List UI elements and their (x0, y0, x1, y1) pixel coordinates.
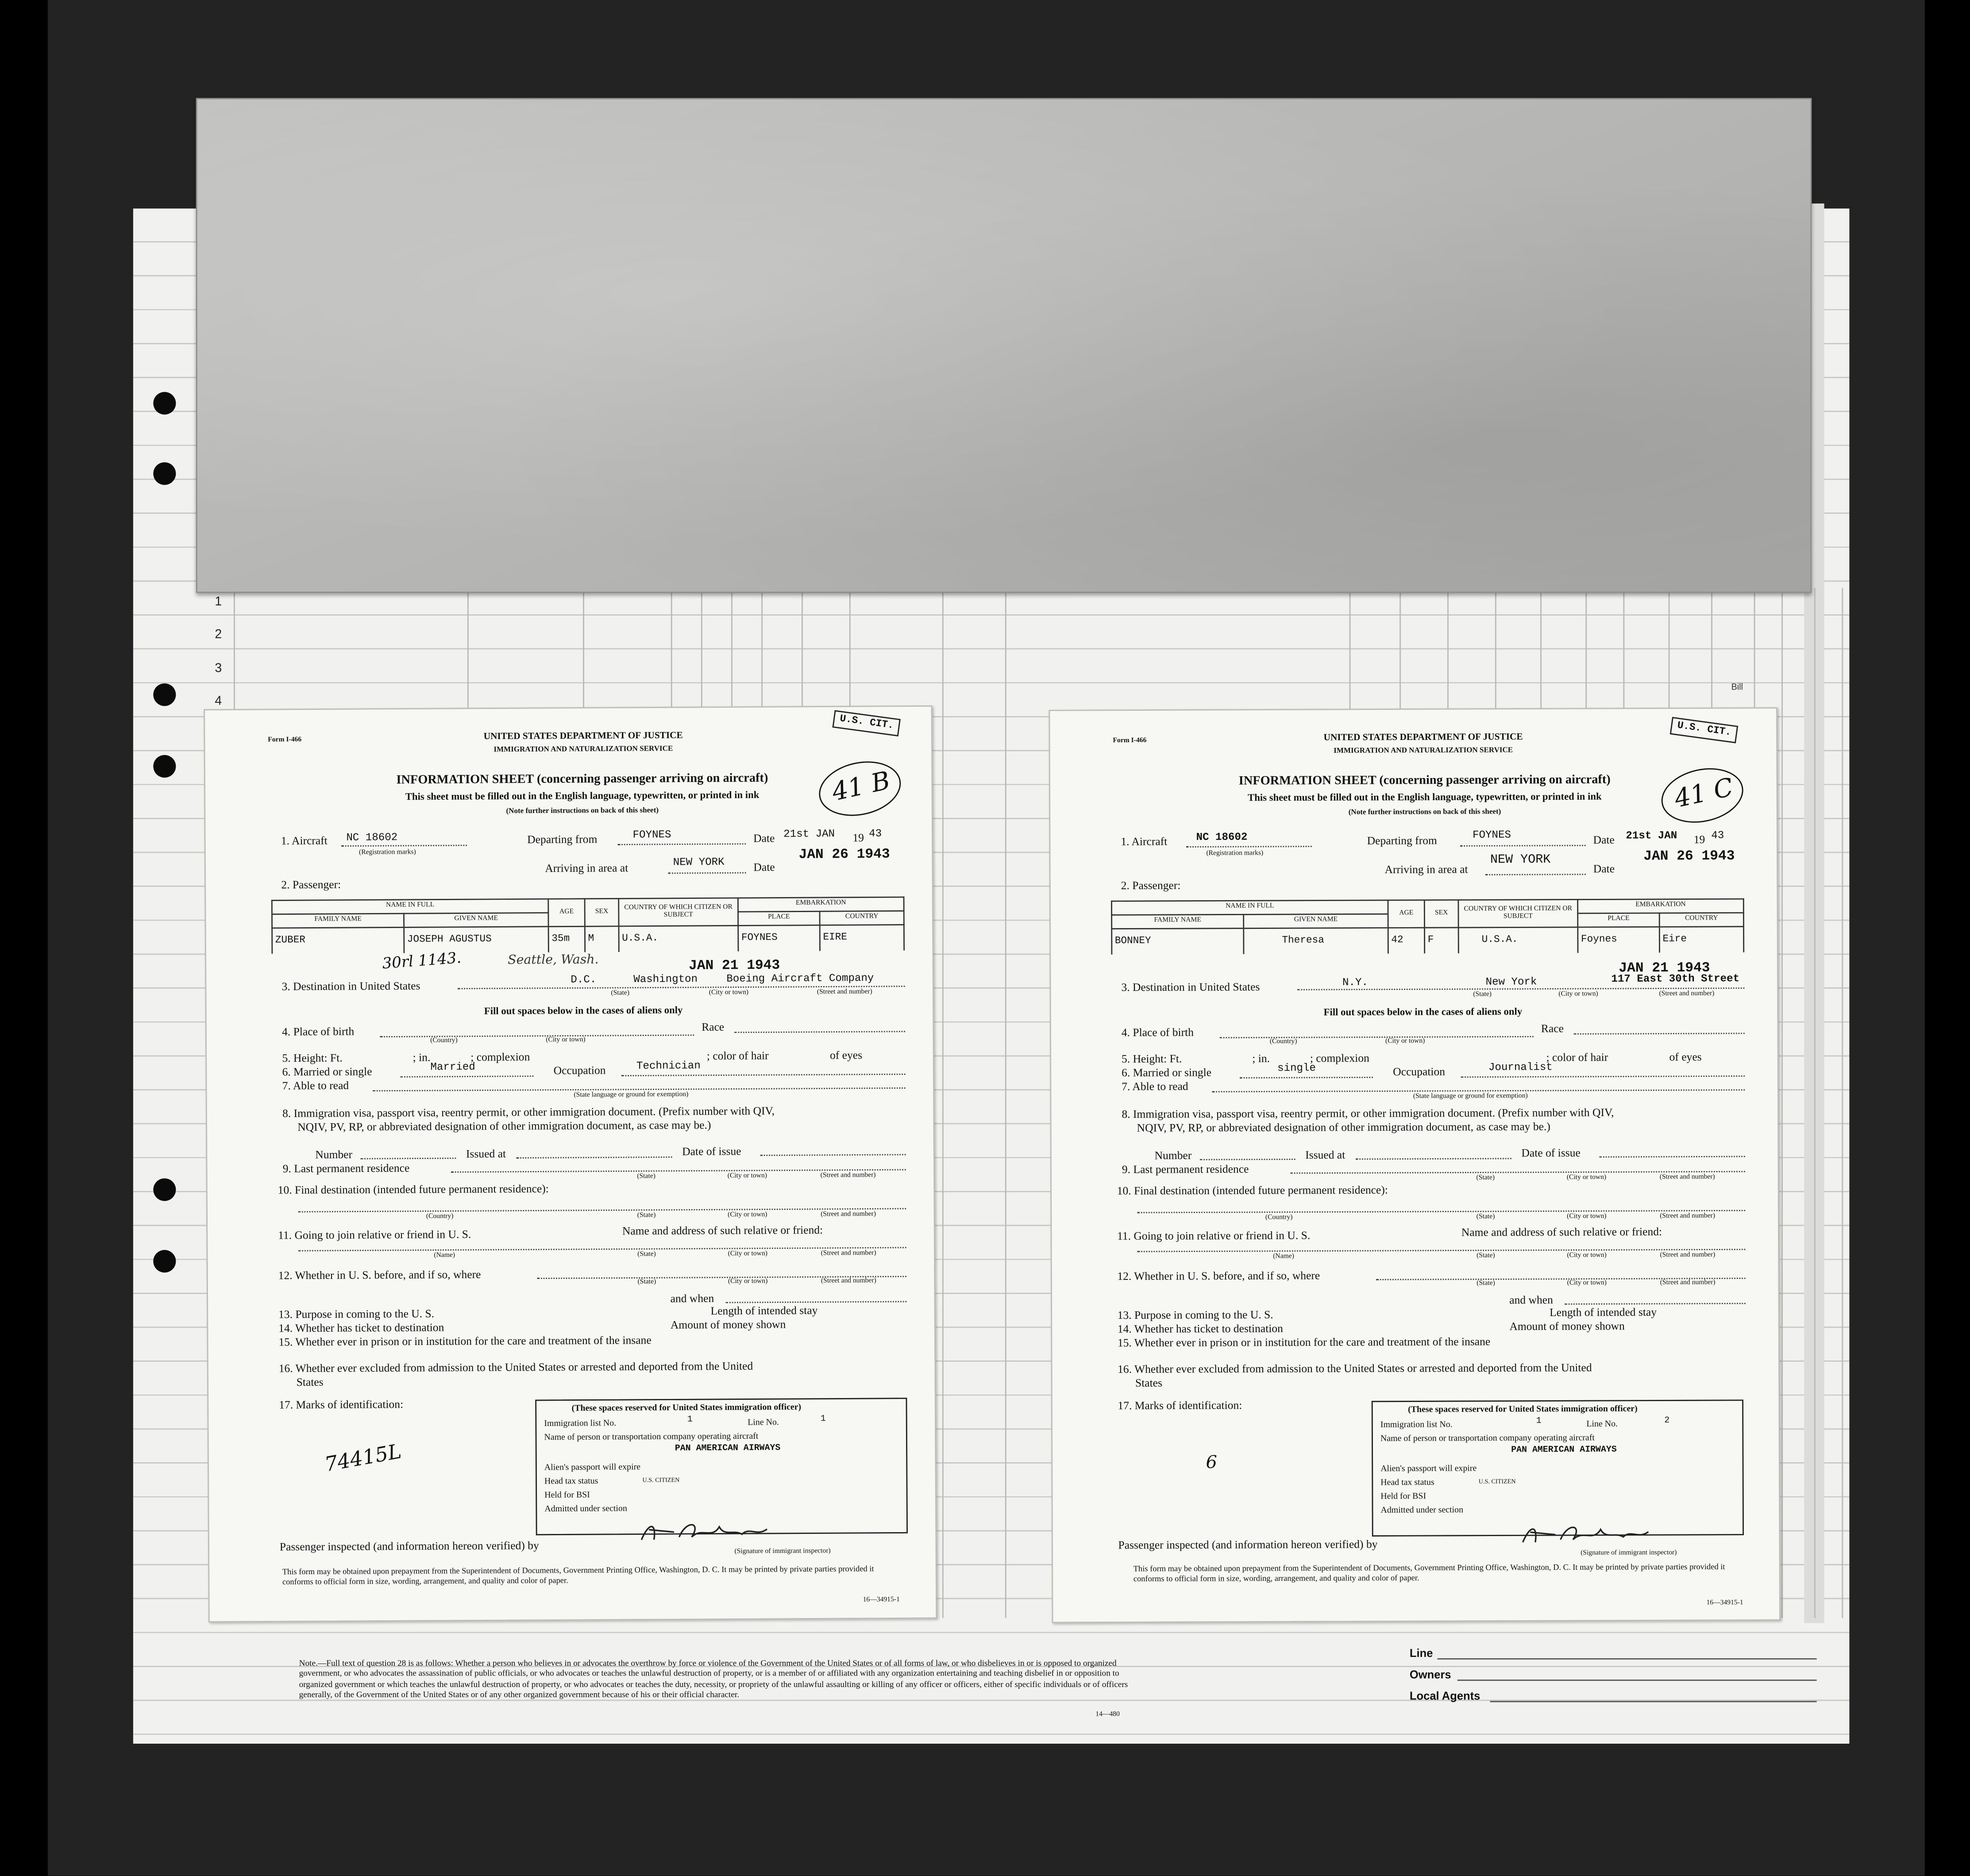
q9-label: 9. Last permanent residence (282, 1161, 410, 1175)
q2-label: 2. Passenger: (281, 878, 341, 891)
q16-label: 16. Whether ever excluded from admission to the United States or arrested and deported from the United (1118, 1361, 1592, 1375)
street-caption: (Street and number) (1659, 1173, 1715, 1182)
aliens-heading: Fill out spaces below in the cases of aliens only (484, 1004, 683, 1017)
state-caption: (State) (637, 1212, 656, 1220)
marital-status: Married (430, 1060, 475, 1074)
family-name-cell: ZUBER (272, 927, 404, 954)
name-caption: (Name) (1273, 1253, 1294, 1261)
family-name-header: FAMILY NAME (272, 913, 404, 928)
country-header: COUNTRY (820, 911, 904, 925)
immigration-list-value: 1 (687, 1415, 693, 1425)
issue-date-label: Date of issue (682, 1144, 741, 1158)
sheet-reference-oval (1656, 761, 1748, 830)
ledger-column-rule (942, 588, 944, 1618)
issue-date-label: Date of issue (1521, 1146, 1581, 1159)
money-label: Amount of money shown (670, 1317, 786, 1331)
inches-label: ; in. (413, 1051, 431, 1064)
date-label: Date (753, 860, 775, 874)
sheet-instructions-note: (Note further instructions on back of this sheet) (506, 807, 659, 816)
form-footer: This form may be obtained upon prepayment from the Superintendent of Documents, Government Printing Office, Washington, D. C. It may be printed by private parties provided it conforms to official form in size, wording, arrangement, and quality and color of paper. (282, 1565, 874, 1587)
sheet-instructions-note: (Note further instructions on back of this sheet) (1348, 809, 1501, 817)
aliens-heading: Fill out spaces below in the cases of aliens only (1323, 1005, 1523, 1018)
street-caption: (Street and number) (821, 1277, 876, 1285)
state-language-caption: (State language or ground for exemption) (1413, 1092, 1528, 1101)
registration-caption: (Registration marks) (1206, 850, 1264, 858)
ledger-column-rule (1005, 588, 1006, 1618)
q8-label: 8. Immigration visa, passport visa, reentry permit, or other immigration document. (Prefix number with QIV, (282, 1104, 775, 1120)
q5-label: 5. Height: Ft. (282, 1051, 343, 1064)
bsi-label: Held for BSI (1380, 1491, 1426, 1502)
q12-label: 12. Whether in U. S. before, and if so, where (278, 1268, 481, 1282)
date-label: Date (1593, 862, 1615, 875)
line-field-label: Line (1409, 1647, 1433, 1660)
head-tax-value: U.S. CITIZEN (1478, 1479, 1516, 1486)
date-label: Date (1593, 833, 1615, 846)
ledger-row-number: 3 (215, 662, 222, 676)
q7-label: 7. Able to read (1122, 1080, 1188, 1093)
name-caption: (Name) (434, 1252, 455, 1260)
sheet-instructions: This sheet must be filled out in the English language, typewritten, or printed in ink (405, 789, 759, 802)
number-label: Number (1154, 1149, 1192, 1162)
city-caption: (City or town) (1567, 1252, 1607, 1260)
local-agents-field-label: Local Agents (1409, 1689, 1480, 1703)
hair-label: ; color of hair (706, 1049, 769, 1062)
and-when-label: and when (670, 1292, 714, 1305)
arriving-label: Arriving in area at (545, 861, 628, 874)
officer-reserved-box (1372, 1399, 1744, 1537)
race-label: Race (702, 1020, 725, 1033)
arrival-date-stamp: JAN 26 1943 (798, 847, 890, 863)
line-value: 1 (820, 1414, 826, 1425)
department-heading: UNITED STATES DEPARTMENT OF JUSTICE (1323, 731, 1523, 743)
street-caption: (Street and number) (817, 988, 872, 996)
arriving-value: NEW YORK (673, 856, 725, 869)
owners-field-label: Owners (1409, 1668, 1451, 1681)
us-citizen-stamp: U.S. CIT. (1670, 717, 1739, 743)
departure-date: 21st JAN (1626, 829, 1677, 843)
city-caption: (City or town) (728, 1211, 767, 1219)
print-code: 16—34915-1 (1706, 1599, 1743, 1607)
us-citizen-stamp: U.S. CIT. (832, 710, 901, 737)
ledger-column-rule (1781, 588, 1783, 1618)
state-caption: (State) (1473, 991, 1492, 999)
departing-label: Departing from (1367, 834, 1437, 847)
information-sheet-zuber (204, 705, 937, 1622)
signature-caption: (Signature of immigrant inspector) (734, 1547, 831, 1556)
q11-label: 11. Going to join relative or friend in U. S. (278, 1228, 471, 1242)
hair-label: ; color of hair (1546, 1051, 1608, 1064)
binder-hole (153, 683, 176, 706)
company-value: PAN AMERICAN AIRWAYS (675, 1443, 781, 1454)
passenger-table (271, 897, 905, 954)
line-label: Line No. (748, 1417, 779, 1428)
q7-label: 7. Able to read (282, 1079, 349, 1092)
sheet-instructions: This sheet must be filled out in the English language, typewritten, or printed in ink (1248, 790, 1602, 804)
citizen-header: COUNTRY OF WHICH CITIZEN OR SUBJECT (619, 898, 738, 926)
state-caption: (State) (1476, 1213, 1495, 1221)
citizen-header: COUNTRY OF WHICH CITIZEN OR SUBJECT (1458, 900, 1578, 928)
citizen-cell: U.S.A. (1458, 927, 1578, 953)
state-language-caption: (State language or ground for exemption) (574, 1091, 689, 1099)
officer-reserved-box (535, 1398, 908, 1535)
destination-date-stamp: JAN 21 1943 (1619, 961, 1710, 977)
q17-label: 17. Marks of identification: (1118, 1398, 1242, 1412)
destination-state: N.Y. (1342, 976, 1368, 989)
sex-cell: F (1425, 928, 1459, 953)
place-header: PLACE (1578, 913, 1660, 927)
destination-state: D.C. (571, 973, 597, 986)
state-caption: (State) (637, 1278, 656, 1286)
handwritten-identification: 6 (1206, 1452, 1217, 1473)
sheet-reference-oval (814, 754, 906, 823)
street-caption: (Street and number) (1660, 1279, 1716, 1287)
citizen-cell: U.S.A. (619, 925, 738, 952)
binder-hole (153, 1250, 176, 1272)
ledger-row-number: 4 (215, 694, 222, 709)
ledger-row-number: 1 (215, 595, 222, 609)
city-caption: (City or town) (1385, 1037, 1425, 1045)
form-number: Form I-466 (1113, 737, 1147, 745)
date-label: Date (753, 832, 775, 845)
q13-label: 13. Purpose in coming to the U. S. (278, 1307, 435, 1321)
ledger-row-number: 2 (215, 628, 222, 642)
city-caption: (City or town) (1567, 1279, 1607, 1287)
inspected-by-label: Passenger inspected (and information hereon verified) by (1118, 1537, 1378, 1552)
family-name-cell: BONNEY (1112, 928, 1244, 955)
street-caption: (Street and number) (1660, 1251, 1716, 1260)
state-caption: (State) (611, 990, 630, 998)
q8-label-continued: NQIV, PV, RP, or abbreviated designation of other immigration document, as case may be.) (1137, 1120, 1550, 1134)
given-name-header: GIVEN NAME (404, 913, 548, 927)
destination-street: 117 East 30th Street (1611, 972, 1740, 986)
money-label: Amount of money shown (1509, 1319, 1625, 1333)
state-caption: (State) (637, 1173, 656, 1181)
q11b-label: Name and address of such relative or friend: (622, 1223, 823, 1237)
place-cell: Foynes (1578, 927, 1660, 953)
admitted-under-label: Admitted under section (544, 1503, 627, 1514)
destination-street: Boeing Aircraft Company (726, 972, 874, 986)
complexion-label: ; complexion (1310, 1052, 1369, 1065)
city-caption: (City or town) (1567, 1213, 1607, 1221)
handwritten-note: 30rl 1143. (382, 948, 462, 972)
q10-label: 10. Final destination (intended future permanent residence): (278, 1182, 549, 1196)
sheet-reference-number: 41 B (829, 765, 893, 807)
q1-label: 1. Aircraft (281, 834, 328, 847)
street-caption: (Street and number) (821, 1249, 876, 1258)
city-caption: (City or town) (728, 1278, 768, 1286)
destination-city: New York (1485, 975, 1537, 989)
binder-hole (153, 1179, 176, 1201)
sex-header: SEX (585, 898, 619, 926)
city-caption: (City or town) (1566, 1174, 1607, 1182)
table-row (1112, 927, 1744, 955)
eyes-label: of eyes (829, 1048, 863, 1062)
envelope-flap (196, 98, 1812, 593)
immigration-list-label: Immigration list No. (1380, 1419, 1453, 1430)
name-in-full-header: NAME IN FULL (272, 899, 548, 914)
arrival-date-stamp: JAN 26 1943 (1643, 849, 1735, 865)
country-cell: EIRE (820, 925, 904, 951)
sex-cell: M (585, 926, 619, 952)
age-header: AGE (1388, 900, 1425, 928)
given-name-cell: Theresa (1244, 928, 1388, 954)
street-caption: (Street and number) (821, 1210, 876, 1219)
country-header: COUNTRY (1659, 913, 1743, 927)
departure-year: 43 (1711, 829, 1724, 842)
country-caption: (Country) (430, 1037, 458, 1045)
ledger-column-rule (1842, 588, 1843, 1618)
head-tax-label: Head tax status (1380, 1477, 1434, 1488)
issued-at-label: Issued at (466, 1147, 506, 1160)
given-name-cell: JOSEPH AGUSTUS (404, 927, 549, 953)
handwritten-identification: 74415L (323, 1439, 403, 1476)
passenger-table (1111, 898, 1744, 955)
state-caption: (State) (1476, 1174, 1495, 1182)
line-value: 2 (1664, 1416, 1670, 1426)
occupation-label: Occupation (553, 1063, 606, 1077)
age-cell: 42 (1388, 928, 1425, 953)
street-caption: (Street and number) (1659, 990, 1715, 998)
race-label: Race (1541, 1022, 1564, 1035)
city-caption: (City or town) (727, 1172, 767, 1180)
binder-hole (153, 392, 176, 415)
q1-label: 1. Aircraft (1121, 835, 1168, 848)
binder-hole (153, 462, 176, 485)
q4-label: 4. Place of birth (282, 1025, 355, 1038)
name-in-full-header: NAME IN FULL (1111, 900, 1388, 915)
q14-label: 14. Whether has ticket to destination (278, 1321, 444, 1335)
occupation-label: Occupation (1393, 1065, 1446, 1078)
admitted-under-label: Admitted under section (1380, 1505, 1464, 1515)
departing-value: FOYNES (632, 828, 671, 842)
q4-label: 4. Place of birth (1121, 1026, 1194, 1039)
handwritten-seattle: Seattle, Wash. (508, 953, 599, 968)
bsi-label: Held for BSI (544, 1490, 590, 1500)
city-caption: (City or town) (728, 1250, 768, 1258)
q15-label: 15. Whether ever in prison or in institution for the care and treatment of the insane (1117, 1335, 1491, 1349)
q6-label: 6. Married or single (282, 1065, 372, 1079)
age-cell: 35m (548, 926, 585, 952)
given-name-header: GIVEN NAME (1244, 914, 1388, 928)
binder-hole (153, 755, 176, 778)
issued-at-label: Issued at (1305, 1148, 1345, 1161)
q16-label-continued: States (1135, 1376, 1163, 1389)
q6-label: 6. Married or single (1122, 1066, 1212, 1079)
q11-label: 11. Going to join relative or friend in U. S. (1117, 1229, 1311, 1242)
company-label: Name of person or transportation company operating aircraft (544, 1431, 759, 1443)
occupation-value: Technician (636, 1059, 701, 1073)
q8-label-continued: NQIV, PV, RP, or abbreviated designation of other immigration document, as case may be.) (297, 1118, 711, 1133)
arriving-label: Arriving in area at (1384, 863, 1468, 876)
complexion-label: ; complexion (470, 1050, 530, 1063)
print-code: 16—34915-1 (863, 1596, 900, 1604)
q11b-label: Name and address of such relative or friend: (1461, 1225, 1662, 1239)
q10-label: 10. Final destination (intended future permanent residence): (1117, 1183, 1388, 1197)
aircraft-value: NC 18602 (1196, 831, 1248, 844)
state-caption: (State) (637, 1251, 656, 1259)
service-heading: IMMIGRATION AND NATURALIZATION SERVICE (1334, 747, 1513, 755)
year-prefix: 19 (852, 831, 864, 844)
ledger-corner-mark: Bill (1731, 683, 1743, 693)
occupation-value: Journalist (1488, 1061, 1553, 1074)
year-prefix: 19 (1693, 833, 1705, 846)
q16-label: 16. Whether ever excluded from admission to the United States or arrested and deported from the United (278, 1360, 753, 1375)
aircraft-value: NC 18602 (346, 831, 398, 844)
eyes-label: of eyes (1669, 1050, 1702, 1063)
head-tax-value: U.S. CITIZEN (642, 1478, 680, 1485)
reserved-box-title: (These spaces reserved for United States immigration officer) (1408, 1403, 1638, 1415)
q2-label: 2. Passenger: (1121, 879, 1181, 892)
signature-caption: (Signature of immigrant inspector) (1581, 1549, 1677, 1557)
head-tax-label: Head tax status (544, 1476, 598, 1487)
and-when-label: and when (1509, 1293, 1553, 1306)
length-of-stay-label: Length of intended stay (710, 1304, 818, 1317)
state-caption: (State) (1477, 1252, 1495, 1260)
country-caption: (Country) (1265, 1214, 1293, 1222)
country-cell: Eire (1659, 927, 1743, 953)
q13-label: 13. Purpose in coming to the U. S. (1117, 1308, 1273, 1321)
sheet-reference-number: 41 C (1671, 771, 1736, 814)
age-header: AGE (548, 899, 585, 927)
sex-header: SEX (1424, 900, 1458, 928)
service-heading: IMMIGRATION AND NATURALIZATION SERVICE (493, 745, 673, 755)
company-value: PAN AMERICAN AIRWAYS (1511, 1445, 1617, 1456)
inspected-by-label: Passenger inspected (and information hereon verified) by (279, 1539, 539, 1553)
note-print-code: 14—480 (1095, 1711, 1120, 1719)
sheet-title: INFORMATION SHEET (concerning passenger arriving on aircraft) (1238, 773, 1611, 789)
state-caption: (State) (1477, 1279, 1495, 1288)
q3-label: 3. Destination in United States (1121, 980, 1260, 994)
inspector-signature (636, 1517, 775, 1548)
place-header: PLACE (738, 911, 820, 925)
passport-expire-label: Alien's passport will expire (1380, 1463, 1477, 1474)
immigration-list-value: 1 (1536, 1416, 1542, 1427)
line-label: Line No. (1586, 1419, 1618, 1429)
arriving-value: NEW YORK (1490, 854, 1551, 868)
destination-date-stamp: JAN 21 1943 (688, 959, 780, 975)
inches-label: ; in. (1252, 1052, 1270, 1065)
inspector-signature (1518, 1519, 1656, 1550)
q17-label: 17. Marks of identification: (279, 1398, 404, 1411)
q16-label-continued: States (296, 1375, 324, 1389)
place-cell: FOYNES (738, 925, 820, 951)
information-sheet-bonney (1049, 707, 1781, 1623)
q8-label: 8. Immigration visa, passport visa, reentry permit, or other immigration document. (Prefix number with QIV, (1122, 1106, 1614, 1121)
sheet-title: INFORMATION SHEET (concerning passenger arriving on aircraft) (396, 771, 768, 788)
number-label: Number (315, 1148, 353, 1161)
embarkation-header: EMBARKATION (738, 897, 904, 912)
department-heading: UNITED STATES DEPARTMENT OF JUSTICE (483, 729, 683, 742)
country-caption: (Country) (1269, 1038, 1297, 1046)
departure-year: 43 (869, 827, 882, 840)
company-label: Name of person or transportation company operating aircraft (1380, 1433, 1595, 1444)
q12-label: 12. Whether in U. S. before, and if so, where (1117, 1269, 1320, 1283)
marital-status: single (1277, 1062, 1316, 1075)
q14-label: 14. Whether has ticket to destination (1117, 1322, 1284, 1335)
city-caption: (City or town) (709, 989, 749, 997)
departure-date: 21st JAN (783, 828, 835, 841)
embarkation-header: EMBARKATION (1578, 899, 1744, 913)
reserved-box-title: (These spaces reserved for United States immigration officer) (571, 1402, 802, 1414)
city-caption: (City or town) (1558, 990, 1598, 998)
ledger-column-rule (1814, 588, 1816, 1618)
q15-label: 15. Whether ever in prison or in institution for the care and treatment of the insane (278, 1333, 652, 1348)
destination-city: Washington (633, 973, 698, 986)
form-footer: This form may be obtained upon prepayment from the Superintendent of Documents, Government Printing Office, Washington, D. C. It may be printed by private parties provided it conforms to official form in size, wording, arrangement, and quality and color of paper. (1133, 1563, 1725, 1583)
country-caption: (Country) (426, 1213, 454, 1221)
question-28-note: Note.—Full text of question 28 is as follows: Whether a person who believes in or advocates the overthrow by force or violence of the Government of the United States or of all forms of law, or who disbelieves in or is opposed to organized government, or who advocates the assassination of public officials, or who advocates or teaches the unlawful destruction of property, or is a member of or affiliated with any organization entertaining and teaching disbelief in or opposition to organized government or which teaches the unlawful destruction of property, or who advocates or teaches the duty, necessity, or propriety of the unlawful assaulting or killing of any officer or officers, either of specific individuals or of officers generally, of the Government of the United States or of any other organized government because of his or their official character. (299, 1659, 1128, 1700)
registration-caption: (Registration marks) (359, 848, 416, 857)
departing-value: FOYNES (1473, 828, 1511, 842)
family-name-header: FAMILY NAME (1112, 914, 1244, 928)
street-caption: (Street and number) (1660, 1212, 1716, 1221)
immigration-list-label: Immigration list No. (544, 1418, 617, 1429)
q5-label: 5. Height: Ft. (1121, 1052, 1182, 1065)
form-number: Form I-466 (268, 736, 302, 744)
table-row (272, 925, 904, 954)
length-of-stay-label: Length of intended stay (1550, 1306, 1657, 1319)
city-caption: (City or town) (546, 1036, 586, 1044)
q3-label: 3. Destination in United States (281, 979, 420, 993)
departing-label: Departing from (527, 832, 598, 846)
q9-label: 9. Last permanent residence (1122, 1163, 1249, 1176)
street-caption: (Street and number) (820, 1171, 876, 1180)
passport-expire-label: Alien's passport will expire (544, 1462, 641, 1473)
